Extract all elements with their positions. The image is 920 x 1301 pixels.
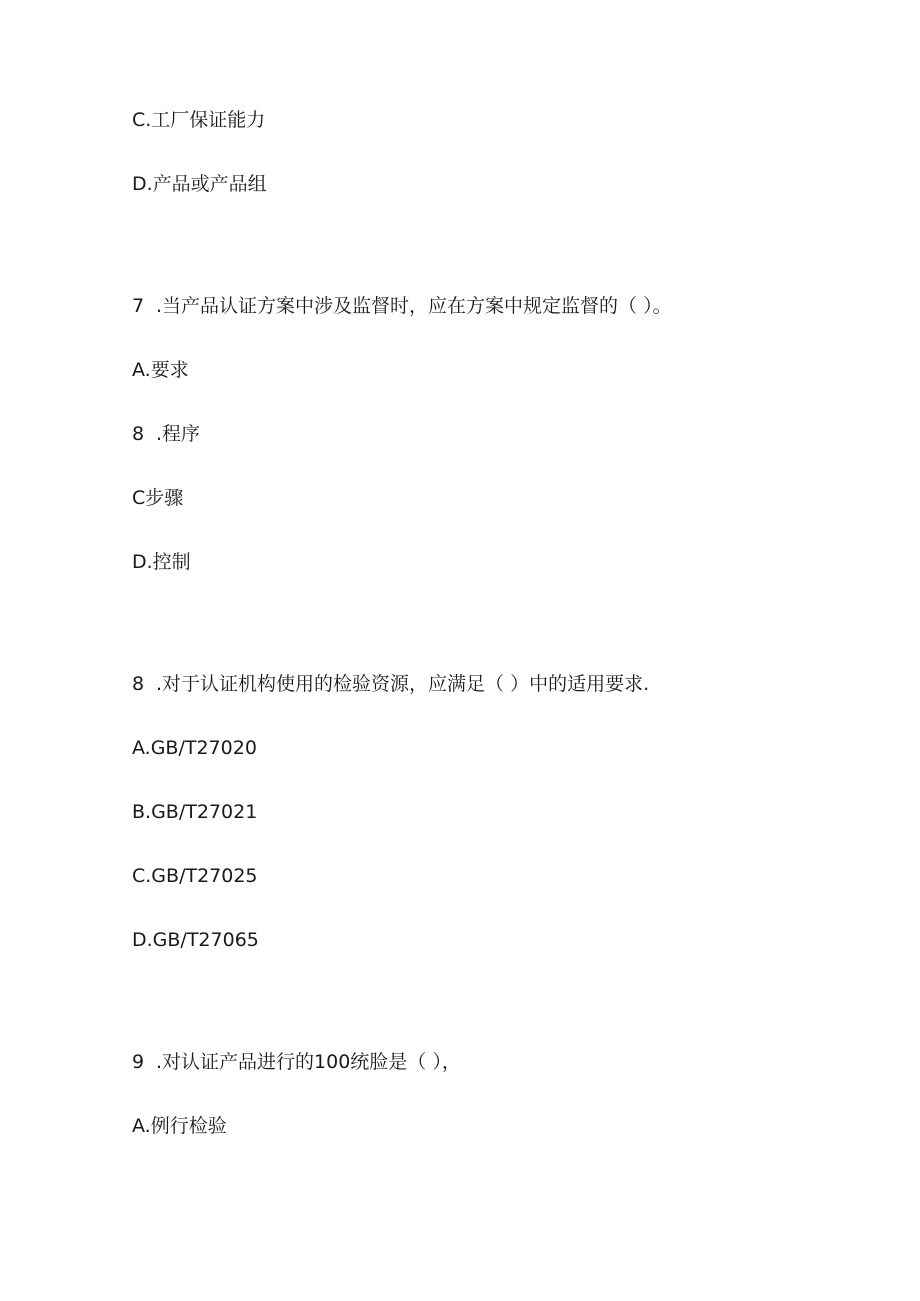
option-text: D.产品或产品组 <box>132 173 267 195</box>
option-d-gbt27065 <box>132 928 259 952</box>
question-number: 7 <box>132 295 145 317</box>
option-text: C.工厂保证能力 <box>132 109 266 131</box>
question-8 <box>132 672 649 696</box>
option-text: D.GB/T27065 <box>132 929 259 951</box>
question-9 <box>132 1050 461 1074</box>
option-text: D.控制 <box>132 551 191 573</box>
option-b-procedure <box>132 422 200 446</box>
question-text: .当产品认证方案中涉及监督时，应在方案中规定监督的（ ）。 <box>156 295 672 317</box>
option-c-steps <box>132 486 183 510</box>
option-text: A.GB/T27020 <box>132 737 257 759</box>
option-a-requirement <box>132 358 189 382</box>
option-a-routine-inspection <box>132 1114 227 1138</box>
question-7 <box>132 294 672 318</box>
question-text: .对认证产品进行的100统脸是（ ）， <box>156 1051 461 1073</box>
item-number: 8 <box>132 423 145 445</box>
option-a-gbt27020 <box>132 736 257 760</box>
option-b-gbt27021 <box>132 800 257 824</box>
option-text: A.例行检验 <box>132 1115 227 1137</box>
question-number: 8 <box>132 673 145 695</box>
question-number: 9 <box>132 1051 145 1073</box>
option-text: C步骤 <box>132 487 184 509</box>
option-c-gbt27025 <box>132 864 258 888</box>
option-d-control <box>132 550 191 574</box>
question-text: .对于认证机构使用的检验资源，应满足（ ）中的适用要求. <box>156 673 650 695</box>
option-c-factory-assurance <box>132 108 265 132</box>
option-d-product-group <box>132 172 267 196</box>
option-text: B.GB/T27021 <box>132 801 258 823</box>
option-text: A.要求 <box>132 359 189 381</box>
option-text: C.GB/T27025 <box>132 865 258 887</box>
option-text: .程序 <box>156 423 201 445</box>
